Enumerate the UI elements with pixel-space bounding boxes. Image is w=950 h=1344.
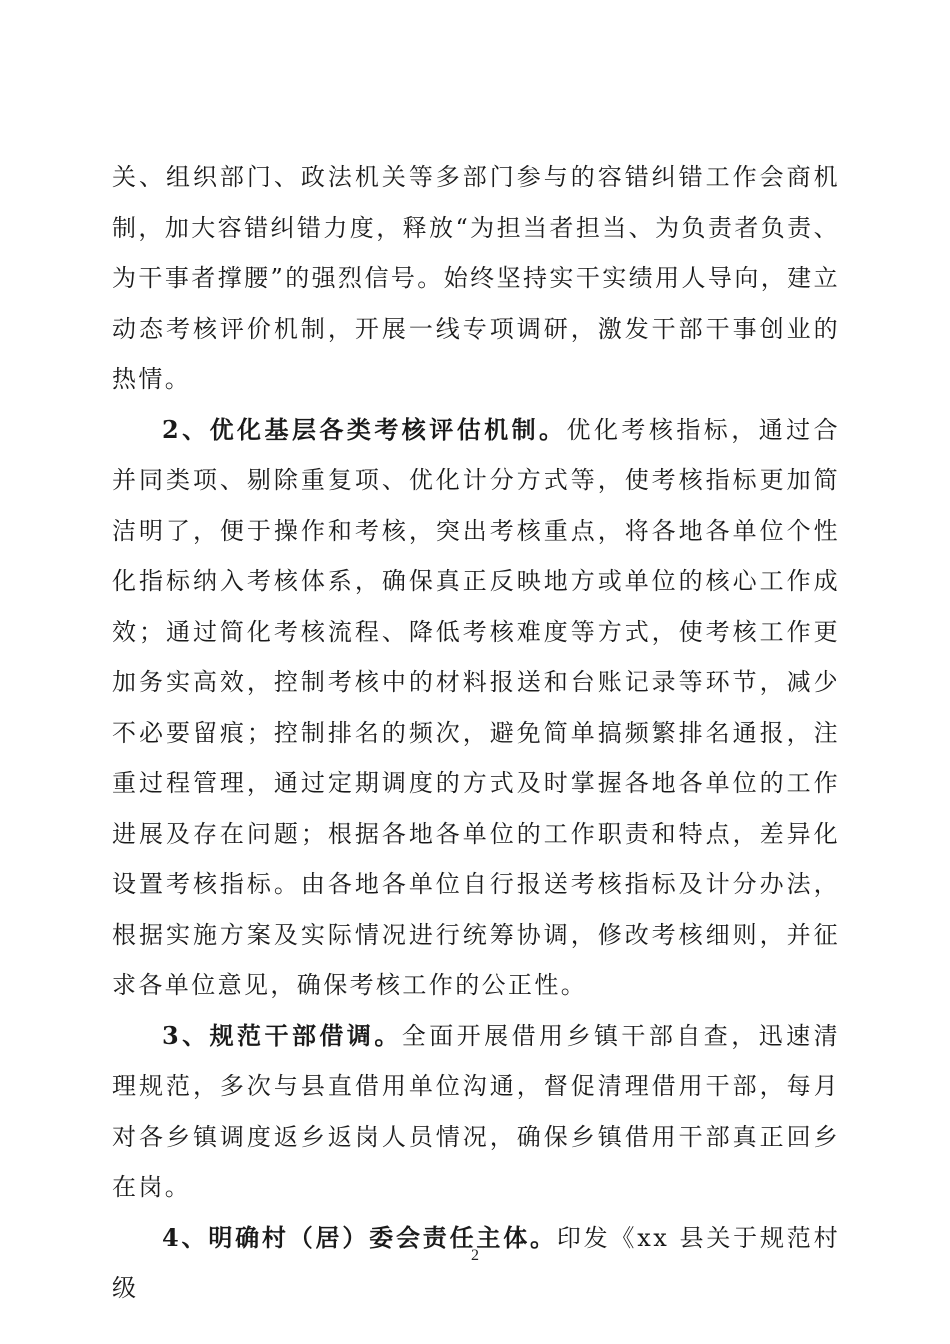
paragraph-heading: 2、优化基层各类考核评估机制。	[162, 414, 567, 444]
paragraph-text: 印发《xx 县关于规范村级	[112, 1223, 841, 1302]
paragraph-text: 优化考核指标，通过合并同类项、剔除重复项、优化计分方式等，使考核指标更加简洁明了，便于操作和考核，突出考核重点，将各地各单位个性化指标纳入考核体系，确保真正反映地方或单位的核心工作成效；通过简化考核流程、降低考核难度等方式，使考核工作更加务实高效，控制考核中的材料报送和台账记录等环节，减少不必要留痕；控制排名的频次，避免简单搞频繁排名通报，注重过程管理，通过定期调度的方式及时掌握各地各单位的工作进展及存在问题；根据各地各单位的工作职责和特点，差异化设置考核指标。由各地各单位自行报送考核指标及计分办法，根据实施方案及实际情况进行统筹协调，修改考核细则，并征求各单位意见，确保考核工作的公正性。	[112, 415, 841, 999]
paragraph-text: 全面开展借用乡镇干部自查，迅速清理规范，多次与县直借用单位沟通，督促清理借用干部，每月对各乡镇调度返乡返岗人员情况，确保乡镇借用干部真正回乡在岗。	[112, 1021, 840, 1201]
paragraph-heading: 4、明确村（居）委会责任主体。	[162, 1222, 557, 1252]
paragraph-item-3	[112, 1011, 840, 1213]
paragraph-item-2	[112, 405, 840, 1011]
page-number: 2	[471, 1247, 479, 1264]
paragraph-continuation	[112, 152, 840, 405]
paragraph-heading: 3、规范干部借调。	[162, 1020, 402, 1050]
document-body	[112, 163, 841, 1314]
paragraph-text: 关、组织部门、政法机关等多部门参与的容错纠错工作会商机制，加大容错纠错力度，释放“为担当者担当、为负责者负责、为干事者撑腰”的强烈信号。始终坚持实干实绩用人导向，建立动态考核评价机制，开展一线专项调研，激发干部干事创业的热情。	[112, 163, 840, 393]
